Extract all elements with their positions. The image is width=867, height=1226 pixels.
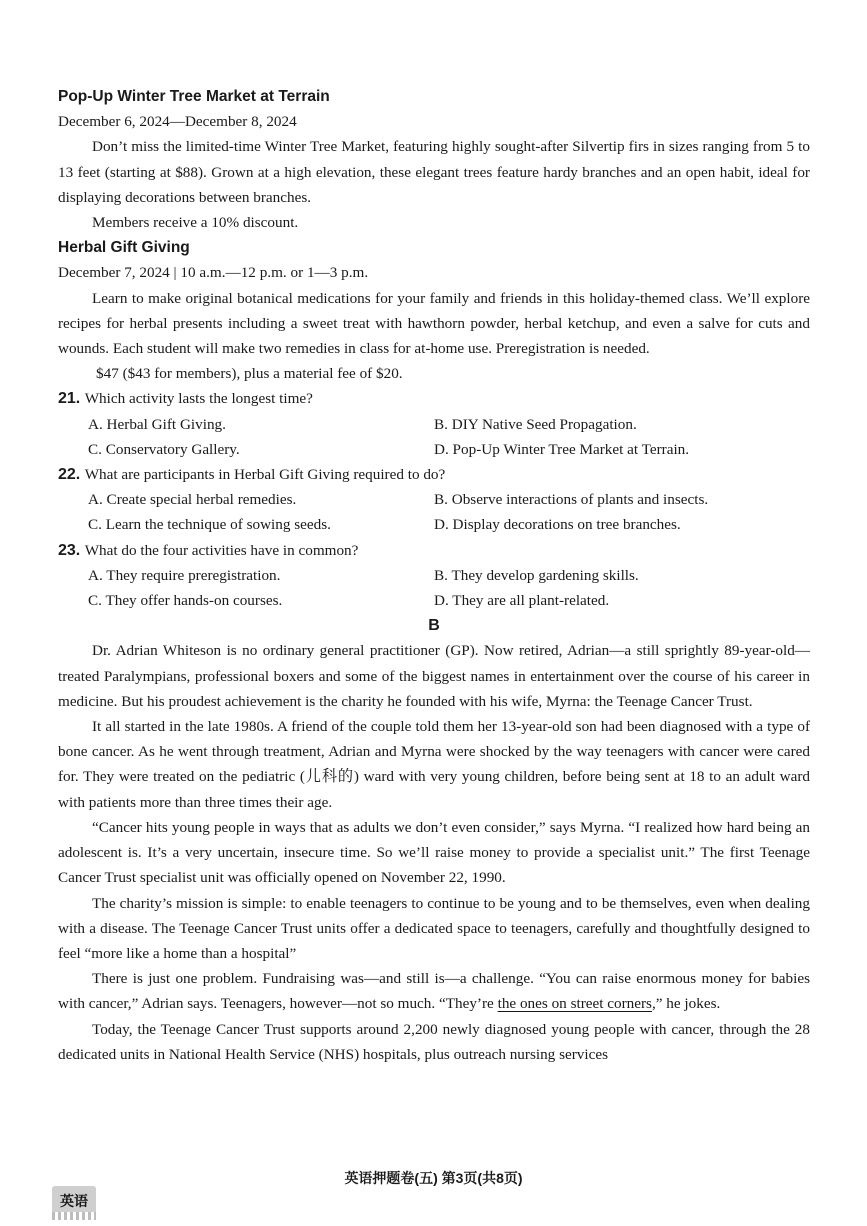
event-title: Pop-Up Winter Tree Market at Terrain (58, 88, 330, 105)
question: 21. Which activity lasts the longest time? (58, 390, 313, 408)
passage-paragraph: Dr. Adrian Whiteson is no ordinary general practitioner (GP). Now retired, Adrian—a still sprightly 89-year-old—treated Paralympians, professional boxers and some of the biggest names in entertainment over the course of his career in medicine. But his proudest achievement is the charity he founded with his wife, Myrna: the Teenage Cancer Trust. (58, 642, 810, 710)
question-text: What do the four activities have in common? (84, 541, 359, 559)
passage-paragraph: Today, the Teenage Cancer Trust supports around 2,200 newly diagnosed young people with cancer, through the 28 dedicated units in National Health Service (NHS) hospitals, plus outreach nursing services (58, 1020, 810, 1063)
option-a: A. They require preregistration. (88, 566, 281, 584)
option-d: D. Display decorations on tree branches. (434, 516, 681, 534)
question-options (58, 487, 810, 537)
option-a: A. Herbal Gift Giving. (88, 415, 226, 433)
question-text: What are participants in Herbal Gift Giving required to do? (84, 466, 446, 484)
option-a: A. Create special herbal remedies. (88, 491, 297, 509)
page-edge-mark (52, 1212, 96, 1220)
passage-paragraph: The charity’s mission is simple: to enable teenagers to continue to be young and to be themselves, even when dealing with a disease. The Teenage Cancer Trust units offer a dedicated space to teenagers, carefully and thoughtfully designed to feel “more like a home than a hospital” (58, 894, 810, 962)
question-number: 22 (58, 466, 76, 484)
option-d: D. Pop-Up Winter Tree Market at Terrain. (434, 440, 690, 458)
event-date: December 7, 2024 | 10 a.m.—12 p.m. or 1—3 p.m. (58, 264, 369, 282)
section-label: B (428, 617, 440, 635)
event-description: Don’t miss the limited-time Winter Tree Market, featuring highly sought-after Silvertip firs in sizes ranging from 5 to 13 feet (starting at $88). Grown at a high elevation, these elegant trees feature hardy branches and an open habit, ideal for displaying decorations between branches. (58, 138, 810, 206)
option-c: C. They offer hands-on courses. (88, 592, 283, 610)
event-description: Learn to make original botanical medications for your family and friends in this holiday-themed class. We’ll explore recipes for herbal presents including a sweet treat with hawthorn powder, herbal ketchup, and even a salve for cuts and wounds. Each student will make two remedies in class for at-home use. Preregistration is needed. (58, 289, 810, 358)
event-title: Herbal Gift Giving (58, 239, 190, 257)
passage-text: ,” he jokes. (651, 995, 721, 1013)
page-content (58, 84, 810, 1067)
option-c: C. Conservatory Gallery. (88, 440, 240, 458)
event-price: $47 ($43 for members), plus a material fee of $20. (96, 365, 403, 383)
passage-text: There is just one problem. Fundraising was—and still is—a challenge. “You can raise enormous money for babies with cancer,” Adrian says. Teenagers, however—not so much. “They’re (58, 970, 810, 1013)
subject-badge: 英语 (52, 1186, 96, 1216)
underlined-phrase: the ones on street corners (497, 995, 652, 1013)
page-footer: 英语押题卷(五) 第3页(共8页) (344, 1170, 523, 1186)
question-number: 21 (58, 390, 76, 408)
question-number: 23 (58, 541, 76, 559)
option-d: D. They are all plant-related. (434, 592, 610, 610)
question-options (58, 412, 810, 462)
passage-paragraph (58, 966, 810, 1016)
option-c: C. Learn the technique of sowing seeds. (88, 516, 331, 534)
passage-paragraph: “Cancer hits young people in ways that as adults we don’t even consider,” says Myrna. “I realized how hard being an adolescent is. It’s a very uncertain, insecure time. So we’ll raise money to provide a specialist unit.” The first Teenage Cancer Trust specialist unit was officially opened on November 22, 1990. (58, 818, 810, 887)
question-options (58, 563, 810, 613)
event-note: Members receive a 10% discount. (92, 214, 299, 232)
question: 22. What are participants in Herbal Gift Giving required to do? (58, 466, 446, 484)
event-date: December 6, 2024—December 8, 2024 (58, 113, 297, 131)
passage-paragraph: It all started in the late 1980s. A friend of the couple told them her 13-year-old son had been diagnosed with a type of bone cancer. As he went through treatment, Adrian and Myrna were shocked by the way teenagers with cancer were cared for. They were treated on the pediatric (儿科的) ward with very young children, before being sent at 18 to an adult ward with patients more than three times their age. (58, 718, 810, 811)
question: 23. What do the four activities have in common? (58, 541, 359, 559)
option-b: B. DIY Native Seed Propagation. (434, 415, 637, 433)
question-text: Which activity lasts the longest time? (84, 390, 313, 408)
option-b: B. They develop gardening skills. (434, 566, 639, 584)
option-b: B. Observe interactions of plants and insects. (434, 491, 709, 509)
